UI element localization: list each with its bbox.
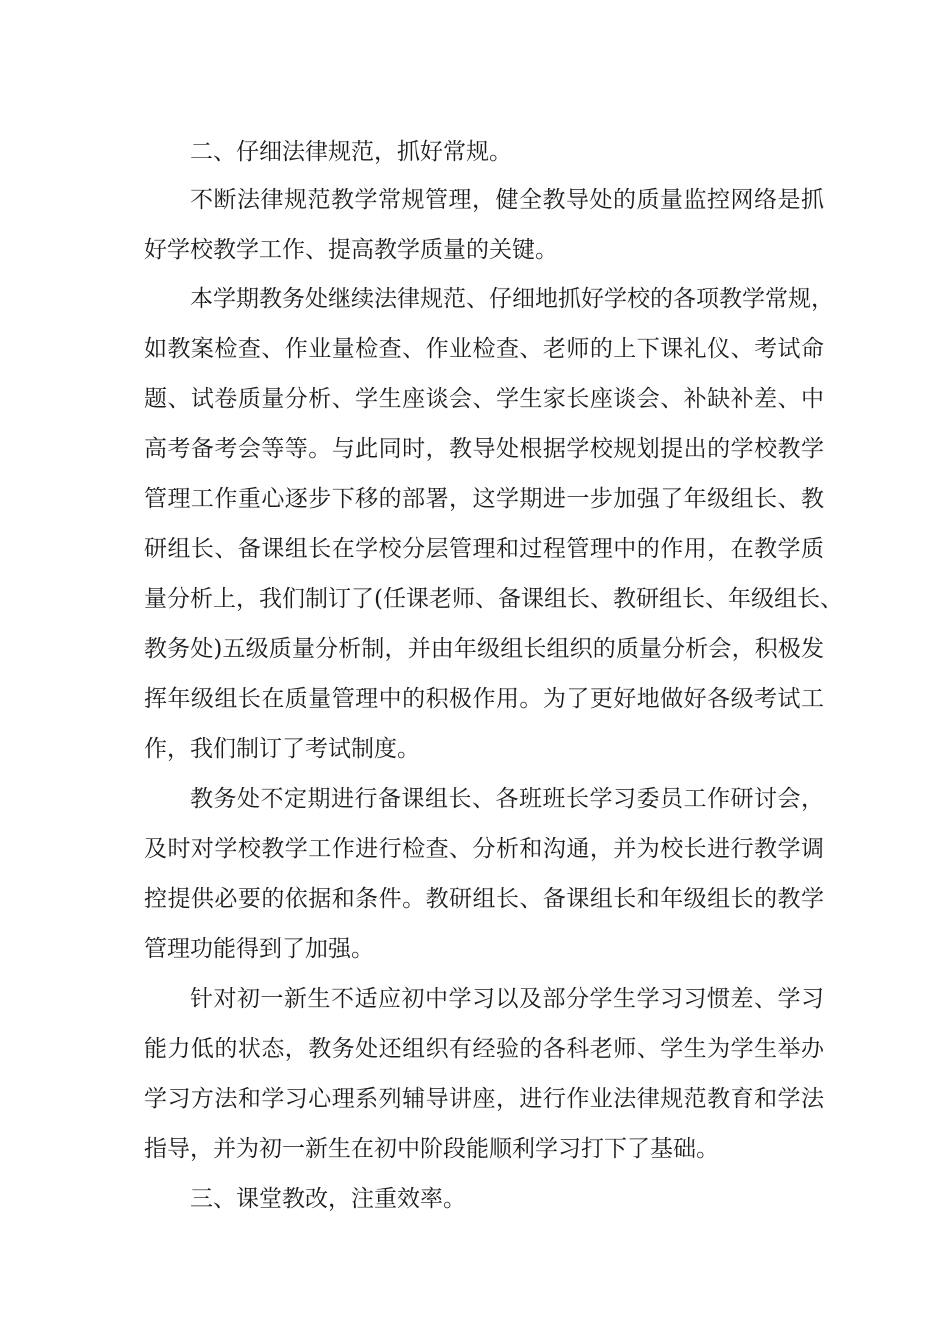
paragraph-line: 挥年级组长在质量管理中的积极作用。为了更好地做好各级考试工 bbox=[144, 686, 824, 712]
section-heading-3: 三、课堂教改，注重效率。 bbox=[190, 1186, 466, 1212]
paragraph-line: 高考备考会等等。与此同时，教导处根据学校规划提出的学校教学 bbox=[144, 436, 824, 462]
paragraph-line: 量分析上，我们制订了(任课老师、备课组长、教研组长、年级组长、 bbox=[144, 586, 843, 612]
section-heading-2: 二、仔细法律规范，抓好常规。 bbox=[190, 139, 512, 165]
paragraph-line: 作，我们制订了考试制度。 bbox=[144, 736, 420, 762]
paragraph-line: 学习方法和学习心理系列辅导讲座，进行作业法律规范教育和学法 bbox=[144, 1086, 824, 1112]
paragraph-line: 好学校教学工作、提高教学质量的关键。 bbox=[144, 237, 558, 263]
paragraph-line: 教务处)五级质量分析制，并由年级组长组织的质量分析会，积极发 bbox=[144, 636, 824, 662]
paragraph-line: 教务处不定期进行备课组长、各班班长学习委员工作研讨会， bbox=[190, 786, 824, 812]
paragraph-line: 能力低的状态，教务处还组织有经验的各科老师、学生为学生举办 bbox=[144, 1036, 824, 1062]
paragraph-line: 不断法律规范教学常规管理，健全教导处的质量监控网络是抓 bbox=[190, 187, 824, 213]
paragraph-line: 如教案检查、作业量检查、作业检查、老师的上下课礼仪、考试命 bbox=[144, 336, 824, 362]
paragraph-line: 控提供必要的依据和条件。教研组长、备课组长和年级组长的教学 bbox=[144, 886, 824, 912]
paragraph-line: 管理功能得到了加强。 bbox=[144, 936, 374, 962]
paragraph-line: 指导，并为初一新生在初中阶段能顺利学习打下了基础。 bbox=[144, 1136, 719, 1162]
paragraph-line: 本学期教务处继续法律规范、仔细地抓好学校的各项教学常规， bbox=[190, 286, 834, 312]
paragraph-line: 管理工作重心逐步下移的部署，这学期进一步加强了年级组长、教 bbox=[144, 486, 824, 512]
paragraph-line: 题、试卷质量分析、学生座谈会、学生家长座谈会、补缺补差、中 bbox=[144, 386, 824, 412]
paragraph-line: 及时对学校教学工作进行检查、分析和沟通，并为校长进行教学调 bbox=[144, 836, 824, 862]
paragraph-line: 针对初一新生不适应初中学习以及部分学生学习习惯差、学习 bbox=[190, 986, 824, 1012]
paragraph-line: 研组长、备课组长在学校分层管理和过程管理中的作用，在教学质 bbox=[144, 536, 824, 562]
